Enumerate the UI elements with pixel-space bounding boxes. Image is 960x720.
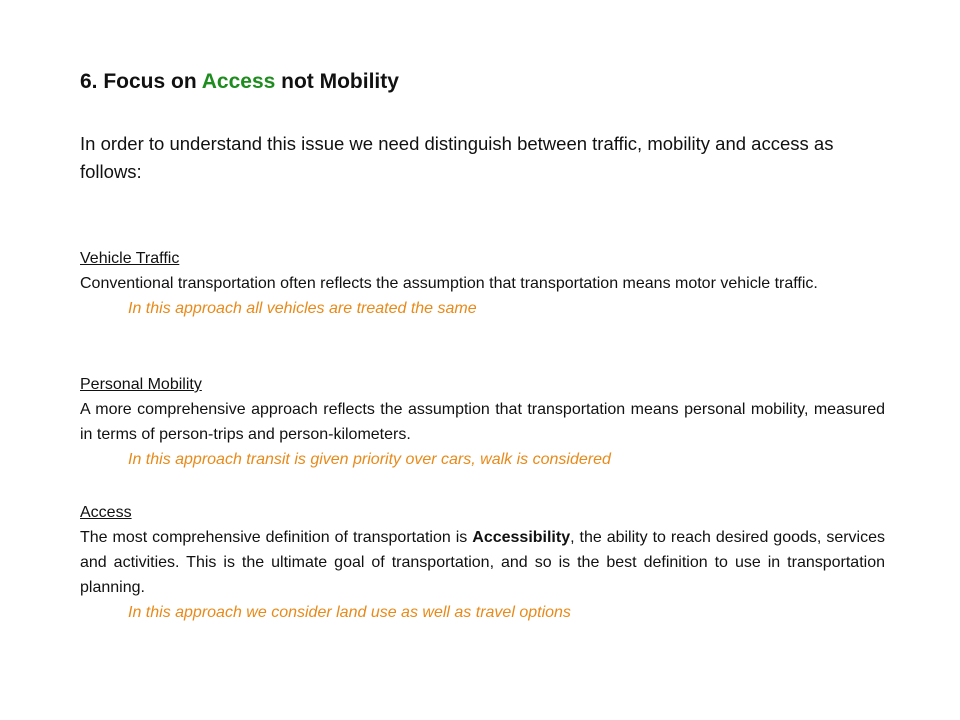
- section-body: [80, 525, 885, 600]
- title-suffix: not Mobility: [275, 70, 399, 93]
- section-note: In this approach we consider land use as well as travel options: [128, 604, 571, 621]
- section-personal-mobility: [80, 372, 885, 472]
- intro-paragraph: In order to understand this issue we need distinguish between traffic, mobility and access as follows:: [80, 133, 834, 182]
- slide: [80, 0, 885, 720]
- body-suffix: , the ability to reach desired goods, services and activities. This is the ultimate goal of transportation, and so is the best definition to use in transportation planning.: [80, 529, 885, 596]
- title-accent: Access: [201, 70, 276, 93]
- section-heading: Personal Mobility: [80, 376, 202, 393]
- slide-title: [80, 68, 399, 96]
- section-body: A more comprehensive approach reflects the assumption that transportation means personal mobility, measured in terms of person-trips and person-kilometers.: [80, 401, 885, 443]
- body-prefix: The most comprehensive definition of transportation is: [80, 529, 473, 546]
- section-heading: Access: [80, 504, 132, 521]
- title-prefix: 6. Focus on: [80, 70, 202, 93]
- section-access: [80, 500, 885, 625]
- section-heading: Vehicle Traffic: [80, 250, 180, 267]
- section-note: In this approach transit is given priority over cars, walk is considered: [128, 451, 611, 468]
- section-vehicle-traffic: [80, 246, 885, 321]
- body-bold-term: Accessibility: [472, 529, 571, 546]
- section-note: In this approach all vehicles are treated the same: [128, 300, 477, 317]
- section-body: Conventional transportation often reflects the assumption that transportation means motor vehicle traffic.: [80, 275, 818, 292]
